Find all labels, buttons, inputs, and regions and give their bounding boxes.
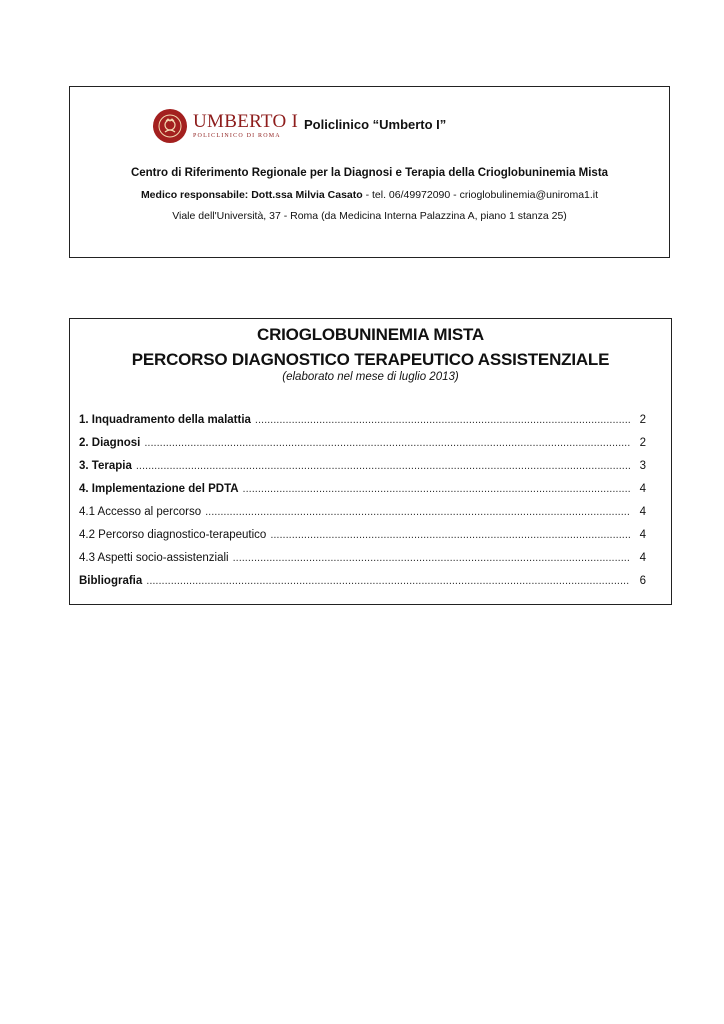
toc-entry-page: 3: [639, 460, 646, 472]
seal-icon: [153, 109, 187, 143]
toc-leader-dots: [144, 437, 630, 449]
toc-entry[interactable]: [79, 575, 646, 598]
logo-subtitle: POLICLINICO DI ROMA: [193, 133, 281, 139]
toc-leader-dots: [136, 460, 630, 472]
hospital-logo: [153, 109, 298, 143]
toc-leader-dots: [146, 575, 630, 587]
toc-entry-page: 4: [639, 552, 646, 564]
toc-entry-label: 4.3 Aspetti socio-assistenziali: [79, 552, 229, 564]
toc-entry-page: 4: [639, 483, 646, 495]
header-box: [69, 86, 670, 258]
toc-entry-label: 4.1 Accesso al percorso: [79, 506, 202, 518]
hospital-name: Policlinico “Umberto I”: [304, 117, 447, 132]
toc-entry[interactable]: [79, 460, 646, 483]
toc-entry[interactable]: [79, 414, 646, 437]
toc-entry-label: 2. Diagnosi: [79, 437, 141, 449]
toc-leader-dots: [233, 552, 630, 564]
document-subtitle: PERCORSO DIAGNOSTICO TERAPEUTICO ASSISTENZIALE: [131, 350, 610, 369]
logo-name: UMBERTO I: [193, 111, 299, 132]
toc-entry[interactable]: [79, 506, 646, 529]
toc-box: [69, 318, 672, 605]
toc-entry-label: 4. Implementazione del PDTA: [79, 483, 239, 495]
toc-entry[interactable]: [79, 529, 646, 552]
toc-leader-dots: [270, 529, 630, 541]
toc-entry[interactable]: [79, 552, 646, 575]
toc-entry-label: 4.2 Percorso diagnostico-terapeutico: [79, 529, 267, 541]
address-line: Viale dell'Università, 37 - Roma (da Medicina Interna Palazzina A, piano 1 stanza 25): [172, 210, 567, 222]
centre-name: Centro di Riferimento Regionale per la Diagnosi e Terapia della Crioglobuninemia Mista: [130, 167, 609, 179]
toc-entry-label: 3. Terapia: [79, 460, 132, 472]
toc-entry-label: 1. Inquadramento della malattia: [79, 414, 251, 426]
document-title: CRIOGLOBUNINEMIA MISTA: [257, 325, 484, 344]
toc-entry[interactable]: [79, 483, 646, 506]
toc-entry-label: Bibliografia: [79, 575, 143, 587]
contact-details: - tel. 06/49972090 - crioglobulinemia@uniroma1.it: [362, 189, 599, 201]
toc-entry-page: 4: [639, 506, 646, 518]
toc-entry-page: 6: [639, 575, 646, 587]
toc-leader-dots: [205, 506, 630, 518]
toc-leader-dots: [243, 483, 630, 495]
contact-line: [70, 189, 669, 201]
toc-entry-page: 2: [639, 437, 646, 449]
document-date-note: (elaborato nel mese di luglio 2013): [282, 371, 459, 383]
toc-entry[interactable]: [79, 437, 646, 460]
table-of-contents: [79, 414, 646, 598]
toc-entry-page: 2: [639, 414, 646, 426]
toc-leader-dots: [255, 414, 630, 426]
contact-lead: Medico responsabile: Dott.ssa Milvia Casato: [140, 189, 363, 201]
toc-entry-page: 4: [639, 529, 646, 541]
